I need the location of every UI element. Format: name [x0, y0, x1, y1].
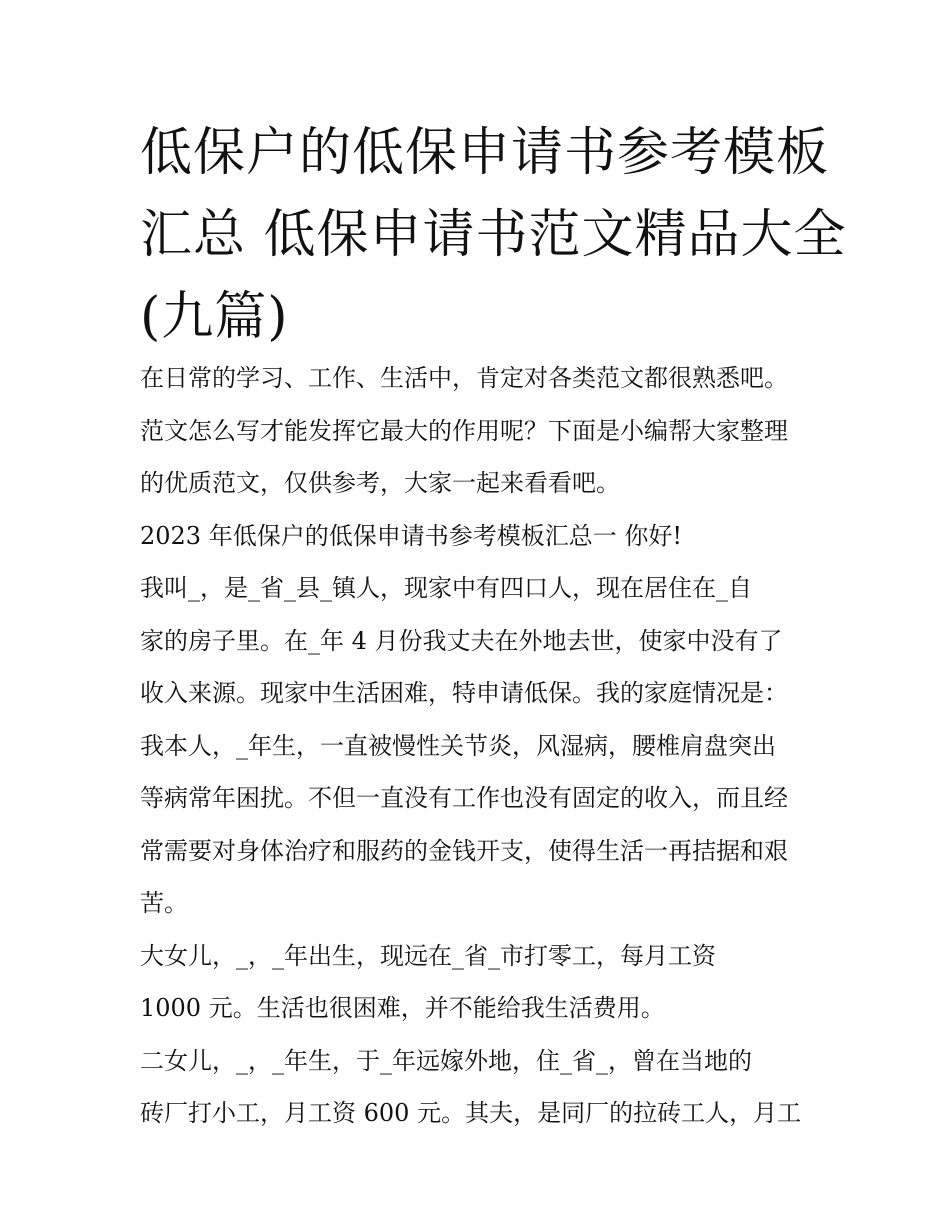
body-line: 等病常年困扰。不但一直没有工作也没有固定的收入，而且经	[140, 784, 788, 812]
body-line: 2023 年低保户的低保申请书参考模板汇总一 你好!	[140, 521, 682, 550]
body-line: 苦。	[140, 889, 188, 917]
document-title	[140, 112, 847, 358]
body-line: 我叫_，是_省_县_镇人，现家中有四口人，现在居住在_自	[140, 574, 752, 602]
body-line: 范文怎么写才能发挥它最大的作用呢？下面是小编帮大家整理	[140, 416, 788, 445]
body-line: 二女儿，_，_年生，于_年远嫁外地，住_省_，曾在当地的	[140, 1046, 752, 1075]
body-line: 大女儿，_，_年出生，现远在_省_市打零工，每月工资	[140, 941, 716, 970]
body-line: 常需要对身体治疗和服药的金钱开支，使得生活一再拮据和艰	[140, 836, 788, 865]
title-line: (九篇)	[140, 287, 289, 347]
body-line: 家的房子里。在_年 4 月份我丈夫在外地去世，使家中没有了	[140, 626, 783, 655]
body-line: 收入来源。现家中生活困难，特申请低保。我的家庭情况是：	[140, 679, 788, 707]
document-body	[140, 352, 820, 1140]
body-line: 在日常的学习、工作、生活中，肯定对各类范文都很熟悉吧。	[140, 364, 788, 392]
body-line: 砖厂打小工，月工资 600 元。其夫，是同厂的拉砖工人，月工	[140, 1099, 802, 1127]
body-line: 我本人，_年生，一直被慢性关节炎，风湿病，腰椎肩盘突出	[140, 731, 776, 760]
title-line: 低保户的低保申请书参考模板	[140, 123, 830, 183]
title-line: 汇总 低保申请书范文精品大全	[140, 205, 847, 265]
body-line: 1000 元。生活也很困难，并不能给我生活费用。	[140, 994, 665, 1022]
body-line: 的优质范文，仅供参考，大家一起来看看吧。	[140, 469, 620, 497]
